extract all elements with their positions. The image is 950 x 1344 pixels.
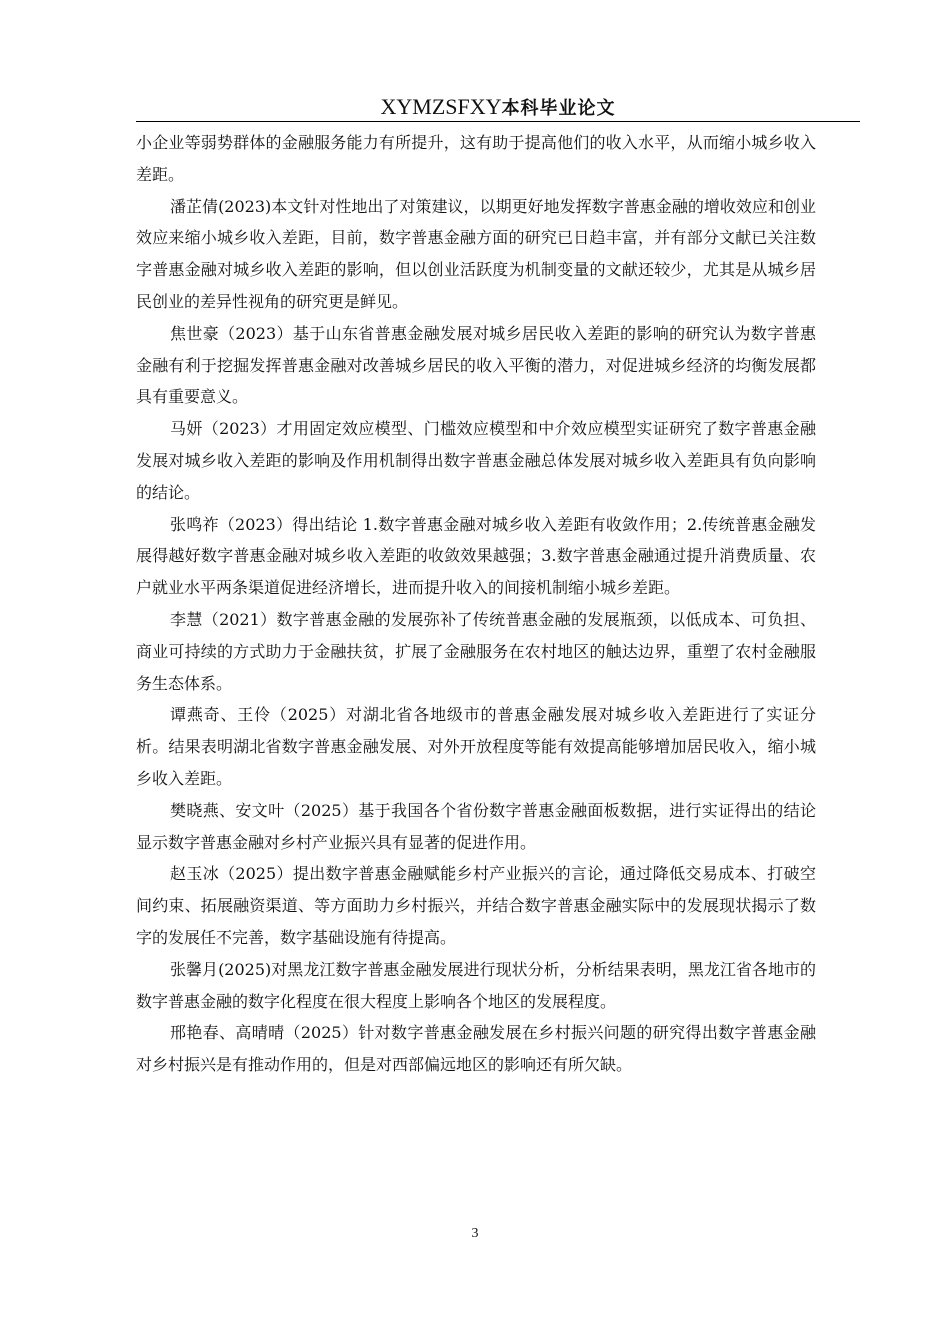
paragraph-jiao: 焦世豪（2023）基于山东省普惠金融发展对城乡居民收入差距的影响的研究认为数字普惠金融有利于挖掘发挥普惠金融对改善城乡居民的收入平衡的潜力，对促进城乡经济的均衡发展都具有重要意义。 bbox=[136, 323, 816, 407]
paragraph-zhang-xinyue: 张馨月(2025)对黑龙江数字普惠金融发展进行现状分析，分析结果表明，黑龙江省各地市的数字普惠金融的数字化程度在很大程度上影响各个地区的发展程度。 bbox=[136, 959, 816, 1011]
body-text bbox=[136, 127, 816, 1081]
paragraph-ma: 马妍（2023）才用固定效应模型、门槛效应模型和中介效应模型实证研究了数字普惠金融发展对城乡收入差距的影响及作用机制得出数字普惠金融总体发展对城乡收入差距具有负向影响的结论。 bbox=[136, 419, 816, 502]
page-header bbox=[136, 92, 860, 124]
paragraph-xing-gao: 邢艳春、高晴晴（2025）针对数字普惠金融发展在乡村振兴问题的研究得出数字普惠金融对乡村振兴是有推动作用的，但是对西部偏远地区的影响还有所欠缺。 bbox=[136, 1023, 816, 1075]
header-title: 本科毕业论文 bbox=[501, 98, 616, 119]
paragraph-tan-wang: 谭燕奇、王伶（2025）对湖北省各地级市的普惠金融发展对城乡收入差距进行了实证分析。结果表明湖北省数字普惠金融发展、对外开放程度等能有效提高能够增加居民收入，缩小城乡收入差距。 bbox=[136, 705, 816, 788]
page-number: 3 bbox=[471, 1226, 479, 1241]
header-code: XYMZSFXY bbox=[380, 94, 502, 119]
paragraph-li: 李慧（2021）数字普惠金融的发展弥补了传统普惠金融的发展瓶颈，以低成本、可负担、商业可持续的方式助力于金融扶贫，扩展了金融服务在农村地区的触达边界，重塑了农村金融服务生态体系。 bbox=[136, 609, 816, 693]
paragraph-pan: 潘芷倩(2023)本文针对性地出了对策建议，以期更好地发挥数字普惠金融的增收效应和创业效应来缩小城乡收入差距，目前，数字普惠金融方面的研究已日趋丰富，并有部分文献已关注数字普惠金融对城乡收入差距的影响，但以创业活跃度为机制变量的文献还较少，尤其是从城乡居民创业的差异性视角的研究更是鲜见。 bbox=[136, 196, 816, 311]
paragraph-fan-an: 樊晓燕、安文叶（2025）基于我国各个省份数字普惠金融面板数据，进行实证得出的结论显示数字普惠金融对乡村产业振兴具有显著的促进作用。 bbox=[136, 800, 816, 852]
paragraph-continuation: 小企业等弱势群体的金融服务能力有所提升，这有助于提高他们的收入水平，从而缩小城乡收入差距。 bbox=[136, 133, 816, 184]
paragraph-zhang-mingzuo: 张鸣祚（2023）得出结论 1.数字普惠金融对城乡收入差距有收敛作用；2.传统普惠金融发展得越好数字普惠金融对城乡收入差距的收敛效果越强；3.数字普惠金融通过提升消费质量、农户就业水平两条渠道促进经济增长，进而提升收入的间接机制缩小城乡差距。 bbox=[136, 514, 816, 598]
paragraph-zhao: 赵玉冰（2025）提出数字普惠金融赋能乡村产业振兴的言论，通过降低交易成本、打破空间约束、拓展融资渠道、等方面助力乡村振兴，并结合数字普惠金融实际中的发展现状揭示了数字的发展任不完善，数字基础设施有待提高。 bbox=[136, 864, 816, 947]
header-divider bbox=[136, 121, 860, 122]
